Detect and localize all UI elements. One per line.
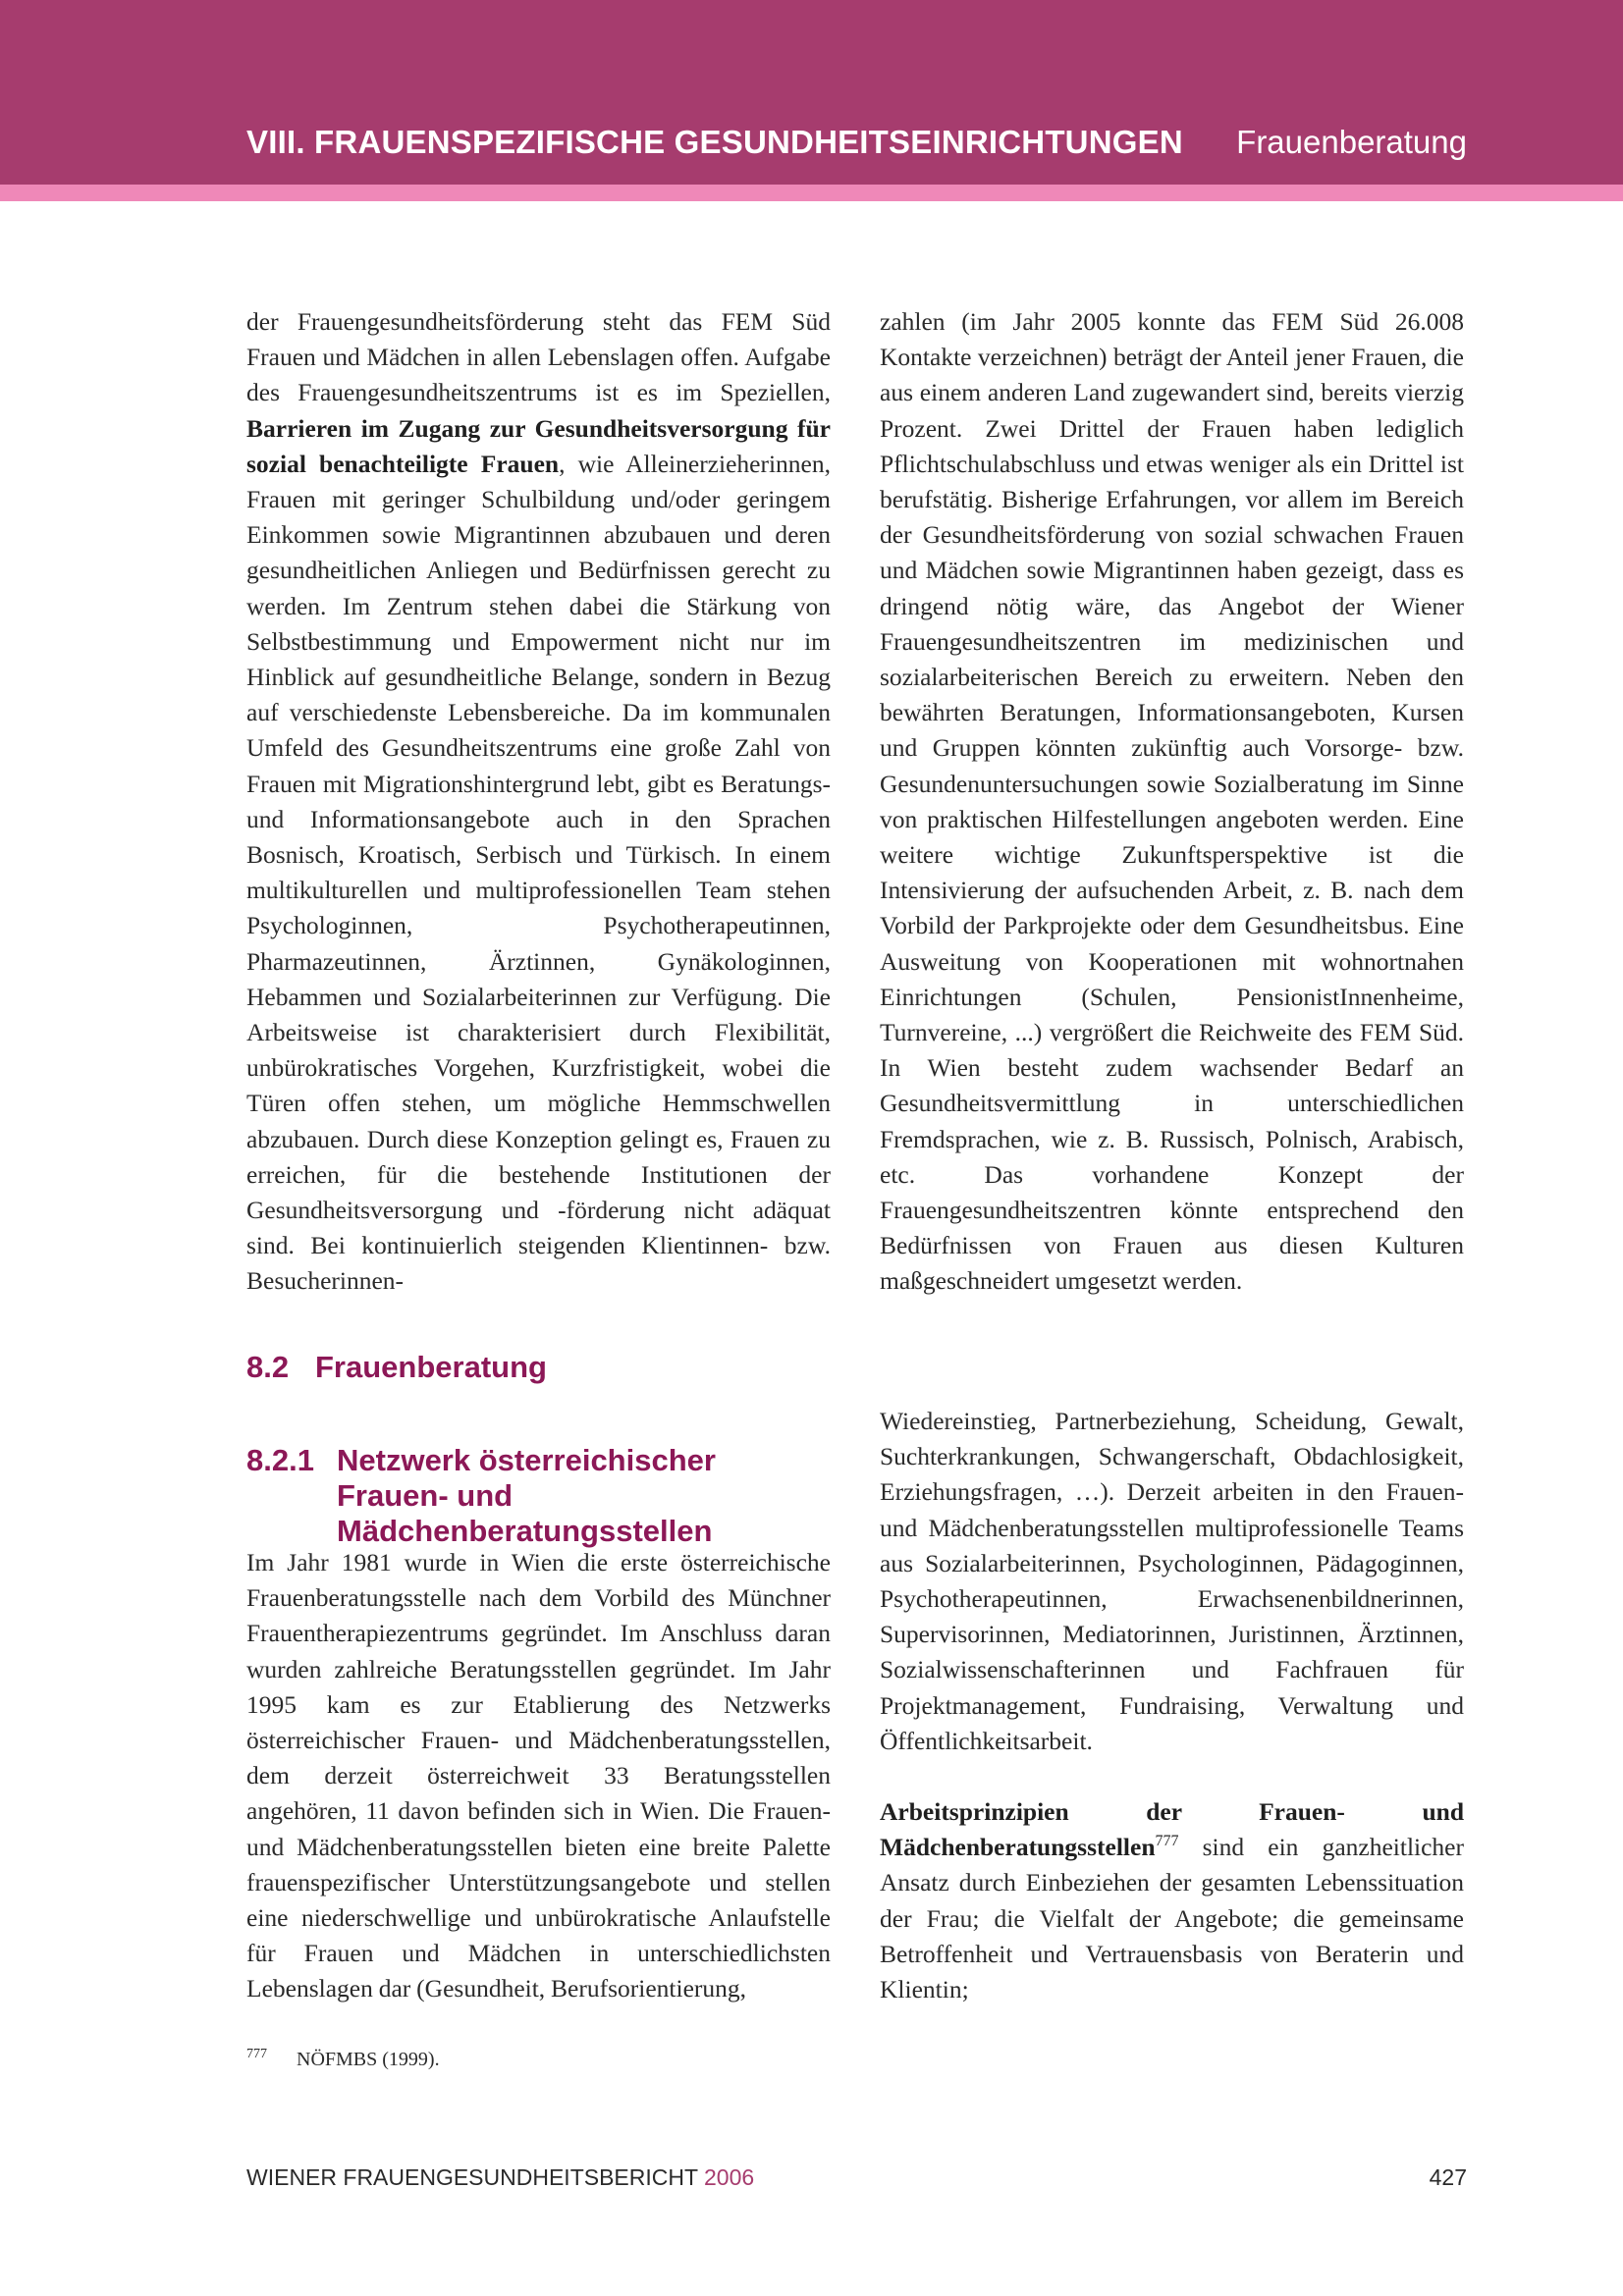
header-accent-stripe (0, 185, 1623, 201)
subsection-title: Netzwerk österreichischer Frauen- und Mädchenberatungsstellen (337, 1443, 716, 1548)
paragraph-text: , wie Alleinerzieherinnen, Frauen mit geringer Schulbildung und/oder geringem Einkommen sowie Migrantinnen abzubauen und deren gesundheitlichen Anliegen und Bedürfnissen gerecht zu werden. Im Zentrum stehen dabei die Stärkung von Selbstbestimmung und Empowerment nicht nur im Hinblick auf gesundheitliche Belange, sondern in Bezug auf verschiedenste Lebensbereiche. Da im kommunalen Umfeld des Gesundheitszentrums eine große Zahl von Frauen mit Migrationshintergrund lebt, gibt es Beratungs- und Informationsangebote auch in den Sprachen Bosnisch, Kroatisch, Serbisch und Türkisch. In einem multikulturellen und multiprofessionellen Team stehen Psychologinnen, Psychotherapeutinnen, Pharmazeutinnen, Ärztinnen, Gynäkologinnen, Hebammen und Sozialarbeiterinnen zur Verfügung. Die Arbeitsweise ist charakterisiert durch Flexibilität, unbürokratisches Vorgehen, Kurzfristigkeit, wobei die Türen offen stehen, um mögliche Hemmschwellen abzubauen. Durch diese Konzeption gelingt es, Frauen zu erreichen, für die bestehende Institutionen der Gesundheitsversorgung und -förderung nicht adäquat sind. Bei kontinuierlich steigenden Klientinnen- bzw. Besucherinnen- (246, 449, 831, 1296)
paragraph: Wiedereinstieg, Partnerbeziehung, Scheidung, Gewalt, Suchterkrankungen, Schwangerschaft, Obdachlosigkeit, Erziehungsfragen, …). Derzeit arbeiten in den Frauen- und Mädchenberatungsstellen multiprofessionelle Teams aus Sozialarbeiterinnen, Psychologinnen, Pädagoginnen, Psychotherapeutinnen, Erwachsenenbildnerinnen, Supervisorinnen, Mediatorinnen, Juristinnen, Ärztinnen, Sozialwissenschafterinnen und Fachfrauen für Projektmanagement, Fundraising, Verwaltung und Öffentlichkeitsarbeit. (880, 1407, 1464, 1755)
publication-year: 2006 (704, 2164, 755, 2190)
footnote (246, 2047, 440, 2071)
paragraph-text: sind ein ganzheitlicher Ansatz durch Einbeziehen der gesamten Lebenssituation der Frau; die Vielfalt der Angebote; die gemeinsame Betroffenheit und Vertrauensbasis von Beraterin und Klientin; (880, 1833, 1464, 2004)
text-column-bottom-left (246, 1545, 831, 2007)
footnote-text: NÖFMBS (1999). (297, 2049, 440, 2070)
footnote-mark: 777 (246, 2047, 267, 2061)
section-number: 8.2 (246, 1350, 290, 1384)
section-title: Frauenberatung (315, 1350, 547, 1384)
paragraph-text: der Frauengesundheitsförderung steht das FEM Süd Frauen und Mädchen in allen Lebenslagen offen. Aufgabe des Frauengesundheitszentrums ist es im Speziellen, (246, 307, 831, 407)
subsection-heading (246, 1443, 831, 1549)
paragraph (246, 304, 831, 1300)
text-column-bottom-right (880, 1404, 1464, 2007)
running-section-title: Frauenberatung (1236, 124, 1467, 160)
emphasis-text: Arbeitsprinzipien der Frauen- und Mädchenberatungsstellen (880, 1797, 1464, 1862)
subsection-number: 8.2.1 (246, 1443, 314, 1477)
footer-publication-title (246, 2164, 754, 2191)
publication-name: WIENER FRAUENGESUNDHEITSBERICHT (246, 2164, 698, 2190)
paragraph: Im Jahr 1981 wurde in Wien die erste österreichische Frauenberatungsstelle nach dem Vorbild des Münchner Frauentherapiezentrums gegründet. Im Anschluss daran wurden zahlreiche Beratungsstellen gegründet. Im Jahr 1995 kam es zur Etablierung des Netzwerks österreichischer Frauen- und Mädchenberatungsstellen, dem derzeit österreichweit 33 Beratungsstellen angehören, 11 davon befinden sich in Wien. Die Frauen- und Mädchenberatungsstellen bieten eine breite Palette frauenspezifischer Unterstützungsangebote und stellen eine niederschwellige und unbürokratische Anlaufstelle für Frauen und Mädchen in unterschiedlichsten Lebenslagen dar (Gesundheit, Berufsorientierung, (246, 1548, 831, 2003)
text-column-top-left (246, 304, 831, 1300)
paragraph (880, 1794, 1464, 2007)
text-column-top-right (880, 304, 1464, 1300)
footnote-reference[interactable]: 777 (1155, 1833, 1179, 1850)
chapter-title: VIII. FRAUENSPEZIFISCHE GESUNDHEITSEINRICHTUNGEN (246, 124, 1183, 160)
paragraph: zahlen (im Jahr 2005 konnte das FEM Süd 26.008 Kontakte verzeichnen) beträgt der Anteil jener Frauen, die aus einem anderen Land zugewandert sind, bereits vierzig Prozent. Zwei Drittel der Frauen haben lediglich Pflichtschulabschluss und etwas weniger als ein Drittel ist berufstätig. Bisherige Erfahrungen, vor allem im Bereich der Gesundheitsförderung von sozial schwachen Frauen und Mädchen sowie Migrantinnen haben gezeigt, dass es dringend nötig wäre, das Angebot der Wiener Frauengesundheitszentren im medizinischen und sozialarbeiterischen Bereich zu erweitern. Neben den bewährten Beratungen, Informationsangeboten, Kursen und Gruppen könnten zukünftig auch Vorsorge- bzw. Gesundenuntersuchungen sowie Sozialberatung im Sinne von praktischen Hilfestellungen angeboten werden. Eine weitere wichtige Zukunftsperspektive ist die Intensivierung der aufsuchenden Arbeit, z. B. nach dem Vorbild der Parkprojekte oder dem Gesundheitsbus. Eine Ausweitung von Kooperationen mit wohnortnahen Einrichtungen (Schulen, PensionistInnenheime, Turnvereine, ...) vergrößert die Reichweite des FEM Süd. In Wien besteht zudem wachsender Bedarf an Gesundheitsvermittlung in unterschiedlichen Fremdsprachen, wie z. B. Russisch, Polnisch, Arabisch, etc. Das vorhandene Konzept der Frauengesundheitszentren könnte entsprechend den Bedürfnissen von Frauen aus diesen Kulturen maßgeschneidert umgesetzt werden. (880, 307, 1464, 1296)
page-number: 427 (1429, 2164, 1467, 2190)
emphasis-text: Barrieren im Zugang zur Gesundheitsversorgung für sozial benachteiligte Frauen (246, 413, 831, 478)
section-heading (246, 1350, 547, 1385)
